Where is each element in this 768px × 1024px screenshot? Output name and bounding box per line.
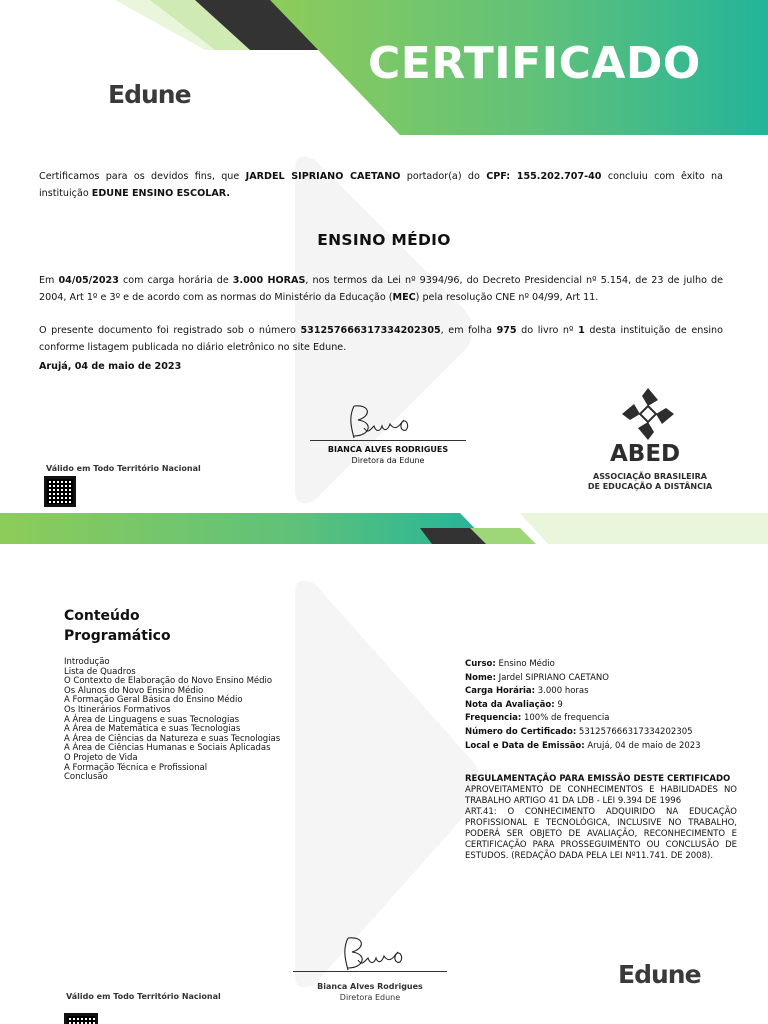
certificate-title: CERTIFICADO	[368, 38, 701, 89]
program-heading-line: Conteúdo	[64, 608, 140, 624]
list-item: Lista de Quadros	[64, 666, 136, 677]
abed-word: ABED	[610, 441, 681, 467]
list-item: Os Alunos do Novo Ensino Médio	[64, 685, 204, 696]
info-value: Jardel SIPRIANO CAETANO	[495, 672, 609, 683]
list-item: Conclusão	[64, 772, 108, 783]
list-item: A Formação Geral Básica do Ensino Médio	[64, 695, 243, 706]
regulation-article: ART.41: O CONHECIMENTO ADQUIRIDO NA EDUCAÇÃO PROFISSIONAL E TECNOLÓGICA, INCLUSIVE NO TRABALHO, PODERÁ SER OBJETO DE AVALIAÇÃO, RECONHECIMENTO E CERTIFICAÇÃO PARA PROSSEGUIMENTO OU CONCLUSÃO DE ESTUDOS. (REDAÇÃO DADA PELA LEI Nº11.741. DE 2008).	[465, 807, 737, 861]
info-row-frequency	[465, 712, 737, 726]
list-item: O Projeto de Vida	[64, 752, 138, 763]
book-number: 1	[578, 325, 585, 336]
info-label: Carga Horária:	[465, 686, 536, 697]
list-item: A Área de Matemática e suas Tecnologias	[64, 724, 241, 735]
body-text: , em folha	[440, 325, 497, 336]
abed-line1: ASSOCIAÇÃO BRASILEIRA	[593, 472, 707, 481]
intro-paragraph	[39, 168, 723, 202]
signature-line	[293, 971, 447, 972]
regulation-title: REGULAMENTAÇÃO PARA EMISSÃO DESTE CERTIFICADO	[465, 774, 731, 784]
edune-logo: Edune	[618, 960, 701, 989]
info-label: Nota da Avaliação:	[465, 699, 555, 710]
signature-line	[310, 440, 466, 441]
body-text: ) pela resolução CNE nº 04/99, Art 11.	[415, 292, 599, 303]
info-label: Curso:	[465, 659, 496, 669]
body-text: do livro nº	[516, 325, 579, 336]
info-row-certificate-number	[465, 726, 737, 740]
regulation-body: APROVEITAMENTO DE CONHECIMENTOS E HABILIDADES NO TRABALHO ARTIGO 41 DA LDB - LEI 9.394 DE 1996	[465, 785, 737, 806]
info-value: 3.000 horas	[535, 686, 589, 697]
qr-code[interactable]	[64, 1013, 98, 1024]
info-label: Número do Certificado:	[465, 726, 577, 737]
student-name: JARDEL SIPRIANO CAETANO	[245, 171, 401, 182]
footer-banner	[0, 513, 768, 544]
qr-code[interactable]	[44, 476, 76, 507]
mec-label: MEC	[392, 292, 416, 303]
signer-role: Diretora da Edune	[351, 456, 425, 465]
list-item: A Área de Ciências Humanas e Sociais Aplicadas	[64, 743, 271, 754]
info-label: Frequencia:	[465, 713, 522, 724]
list-item: A Formação Técnica e Profissional	[64, 762, 208, 773]
topics-list	[64, 658, 280, 783]
list-item: O Contexto de Elaboração do Novo Ensino Médio	[64, 676, 273, 687]
place-date: Arujá, 04 de maio de 2023	[39, 361, 182, 372]
student-cpf: CPF: 155.202.707-40	[486, 171, 602, 182]
program-heading-line: Programático	[64, 628, 171, 644]
info-value: Ensino Médio	[495, 659, 555, 669]
list-item: Os Itinerários Formativos	[64, 704, 171, 715]
body-text: O presente documento foi registrado sob o número	[39, 325, 301, 336]
program-page	[0, 544, 768, 1024]
signature-image	[334, 932, 414, 976]
info-value: 100% de frequencia	[521, 713, 610, 724]
list-item: A Área de Linguagens e suas Tecnologias	[64, 714, 240, 725]
info-row-name	[465, 672, 737, 686]
info-label: Nome:	[465, 672, 496, 683]
signer-name: BIANCA ALVES RODRIGUES	[327, 445, 449, 454]
registration-paragraph	[39, 322, 723, 356]
validity-note: Válido em Todo Território Nacional	[66, 992, 221, 1001]
info-value: 531257666317334202305	[576, 726, 693, 737]
edune-logo: Edune	[108, 80, 191, 109]
info-row-grade	[465, 699, 737, 713]
abed-logo-icon	[620, 386, 676, 442]
completion-date: 04/05/2023	[58, 275, 119, 286]
regulation-block	[465, 774, 737, 862]
abed-line2: DE EDUCAÇÃO A DISTÂNCIA	[587, 482, 713, 491]
signer-role: Diretora Edune	[339, 993, 401, 1002]
intro-text: Certificamos para os devidos fins, que	[39, 171, 246, 182]
signer-name: Bianca Alves Rodrigues	[317, 982, 423, 991]
info-row-hours	[465, 685, 737, 699]
info-row-place-date	[465, 740, 737, 754]
sheet-number: 975	[496, 325, 517, 336]
body-text: , nos termos da Lei nº 9394/96, do Decreto Presidencial nº 5.154, de 23 de julho de 2004, Art 1º e 3º e de acordo com as normas do Ministério da Educação (	[39, 275, 724, 303]
signature-image	[340, 400, 420, 442]
info-label: Local e Data de Emissão:	[465, 740, 585, 751]
institution-name: EDUNE ENSINO ESCOLAR.	[91, 188, 230, 199]
watermark-arrow	[285, 574, 485, 994]
info-value: Arujá, 04 de maio de 2023	[584, 740, 701, 751]
body-text: desta instituição de ensino conforme listagem publicada no diário eletrônico no site Edune.	[39, 325, 724, 353]
program-heading	[64, 606, 171, 646]
intro-text: portador(a) do	[400, 171, 487, 182]
intro-text: concluiu com êxito na instituição	[39, 171, 723, 199]
list-item: A Área de Ciências da Natureza e suas Tecnologias	[64, 733, 281, 744]
registration-number: 531257666317334202305	[300, 325, 441, 336]
body-text: Em	[39, 275, 59, 286]
course-hours: 3.000 HORAS	[232, 275, 306, 286]
info-row-course	[465, 658, 737, 672]
info-value: 9	[554, 699, 563, 710]
course-heading: ENSINO MÉDIO	[317, 231, 451, 249]
validity-note: Válido em Todo Território Nacional	[46, 464, 201, 473]
list-item: Introdução	[64, 657, 110, 667]
hours-paragraph	[39, 272, 723, 306]
course-info	[465, 658, 737, 753]
body-text: com carga horária de	[118, 275, 233, 286]
